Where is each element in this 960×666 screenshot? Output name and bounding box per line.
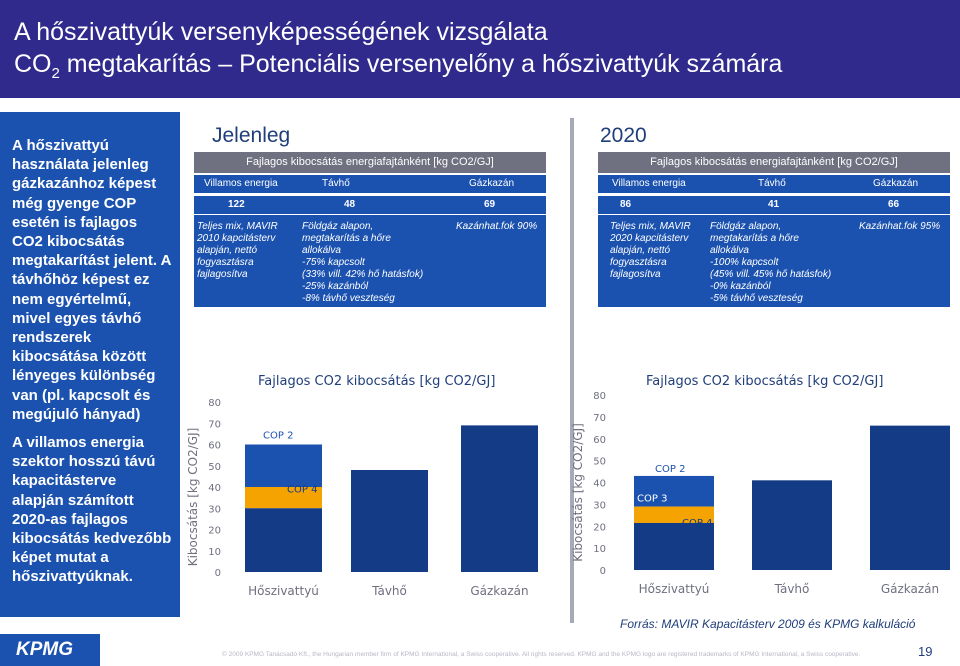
value-district-heat: 48 xyxy=(344,199,356,210)
y-tick-label: 30 xyxy=(593,500,606,512)
slide-title: A hőszivattyúk versenyképességének vizsgálata xyxy=(14,18,548,46)
value-district-heat-2020: 41 xyxy=(768,199,780,210)
x-category-label: Távhő xyxy=(372,584,407,598)
assumption-electricity-2020: Teljes mix, MAVIR 2020 kapcitásterv alapján, nettó fogyasztásra fajlagosítva xyxy=(610,221,691,280)
page-number: 19 xyxy=(918,644,933,659)
y-tick-label: 20 xyxy=(208,525,221,537)
y-tick-label: 50 xyxy=(208,461,221,473)
section-title-2020: 2020 xyxy=(600,124,647,147)
y-tick-label: 40 xyxy=(593,478,606,490)
bar-district-heat xyxy=(752,480,832,570)
bar-heatpump-cop4 xyxy=(634,523,714,570)
label-cop3: COP 3 xyxy=(637,493,668,505)
left-summary-panel xyxy=(0,112,180,617)
y-tick-label: 60 xyxy=(208,440,221,452)
slide-subtitle xyxy=(14,50,782,82)
y-tick-label: 30 xyxy=(208,504,221,516)
y-tick-label: 70 xyxy=(208,419,221,431)
col-gas-boiler-2020: Gázkazán xyxy=(873,178,919,189)
col-gas-boiler: Gázkazán xyxy=(469,178,515,189)
label-cop4: COP 4 xyxy=(682,517,713,529)
y-tick-label: 20 xyxy=(593,522,606,534)
footer-bar xyxy=(0,634,960,666)
energy-type-row-now xyxy=(194,175,546,193)
subtitle-co: CO xyxy=(14,50,52,78)
y-axis-label: Kibocsátás [kg CO2/GJ] xyxy=(571,423,585,562)
x-category-label: Hőszivattyú xyxy=(638,582,710,596)
kpmg-logo: KPMG xyxy=(0,634,100,666)
y-tick-label: 80 xyxy=(208,398,221,409)
assumption-district-heat-2020: Földgáz alapon, megtakarítás a hőre allokálva -100% kapcsolt (45% vill. 45% hő hatásfok) -0% kazánból -5% távhő veszteség xyxy=(710,221,832,304)
bar-gas-boiler xyxy=(870,426,950,570)
emission-values-row-now xyxy=(194,196,546,214)
assumption-gas-boiler: Kazánhat.fok 90% xyxy=(456,221,538,232)
assumption-electricity: Teljes mix, MAVIR 2010 kapcitásterv alapján, nettó fogyasztásra fajlagosítva xyxy=(197,221,278,280)
assumptions-box-now xyxy=(194,215,546,307)
y-tick-label: 50 xyxy=(593,456,606,468)
col-electricity: Villamos energia xyxy=(204,178,278,189)
label-cop2: COP 2 xyxy=(263,430,294,442)
summary-paragraph-1: A hőszivattyú használata jelenleg gázkazánhoz képest még gyenge COP esetén is fajlagos CO2 kibocsátás megtakarítást jelent. A távhőhöz képest ez nem egyértelmű, mivel egyes távhő rendszerek kibocsátása között lényeges különbség van (pl. kapcsolt és megújuló hányad) xyxy=(12,137,171,423)
x-category-label: Hőszivattyú xyxy=(248,584,319,598)
title-bar xyxy=(0,0,960,98)
summary-paragraph-2: A villamos energia szektor hosszú távú kapacitásterve alapján számított 2020-as fajlagos kibocsátás kedvezőbb képet mutat a hőszivattyúknak. xyxy=(12,434,172,586)
bar-gas-boiler xyxy=(461,425,538,572)
y-tick-label: 80 xyxy=(593,391,606,402)
y-tick-label: 0 xyxy=(214,568,221,579)
bar-district-heat xyxy=(351,470,428,572)
emission-values-row-2020 xyxy=(598,196,950,214)
x-category-label: Távhő xyxy=(774,582,810,596)
value-electricity: 122 xyxy=(228,199,245,210)
label-cop4: COP 4 xyxy=(287,484,318,496)
subtitle-sub: 2 xyxy=(51,65,60,82)
value-gas-boiler-2020: 66 xyxy=(888,199,900,210)
col-electricity-2020: Villamos energia xyxy=(612,178,686,189)
y-tick-label: 70 xyxy=(593,412,606,424)
source-note: Forrás: MAVIR Kapacitásterv 2009 és KPMG kalkuláció xyxy=(620,617,916,631)
energy-type-row-2020 xyxy=(598,175,950,193)
col-district-heat: Távhő xyxy=(322,178,350,189)
bar-heatpump-cop4 xyxy=(245,508,322,572)
chart-title: Fajlagos CO2 kibocsátás [kg CO2/GJ] xyxy=(646,374,884,389)
assumption-gas-boiler-2020: Kazánhat.fok 95% xyxy=(859,221,941,232)
label-cop3: COP 3 xyxy=(247,461,278,472)
section-title-now: Jelenleg xyxy=(212,124,291,147)
y-tick-label: 40 xyxy=(208,483,221,494)
emission-header-2020: Fajlagos kibocsátás energiafajtánként [kg CO2/GJ] xyxy=(598,152,950,173)
emission-chart-now xyxy=(185,365,560,610)
emission-chart-2020 xyxy=(571,365,954,610)
emission-header-now: Fajlagos kibocsátás energiafajtánként [kg CO2/GJ] xyxy=(194,152,546,173)
y-tick-label: 60 xyxy=(593,434,606,446)
assumption-district-heat: Földgáz alapon, megtakarítás a hőre allokálva -75% kapcsolt (33% vill. 42% hő hatásfok) -25% kazánból -8% távhő veszteség xyxy=(302,221,424,304)
y-axis-label: Kibocsátás [kg CO2/GJ] xyxy=(186,427,200,567)
y-tick-label: 10 xyxy=(208,546,221,558)
y-tick-label: 10 xyxy=(593,544,606,556)
chart-title: Fajlagos CO2 kibocsátás [kg CO2/GJ] xyxy=(258,374,496,389)
label-cop2: COP 2 xyxy=(655,463,686,475)
y-tick-label: 0 xyxy=(599,566,606,577)
col-district-heat-2020: Távhő xyxy=(758,178,786,189)
subtitle-rest: megtakarítás – Potenciális versenyelőny a hőszivattyúk számára xyxy=(59,50,783,78)
value-gas-boiler: 69 xyxy=(484,199,496,210)
value-electricity-2020: 86 xyxy=(620,199,632,210)
x-category-label: Gázkazán xyxy=(470,584,529,598)
copyright-text: © 2009 KPMG Tanácsadó Kft., the Hungarian member firm of KPMG International, a Swiss cooperative. All rights reserved. KPMG and the KPMG logo are registered trademarks of KPMG International, a Swiss cooperative. xyxy=(222,651,861,658)
x-category-label: Gázkazán xyxy=(880,582,940,596)
assumptions-box-2020 xyxy=(598,215,950,307)
